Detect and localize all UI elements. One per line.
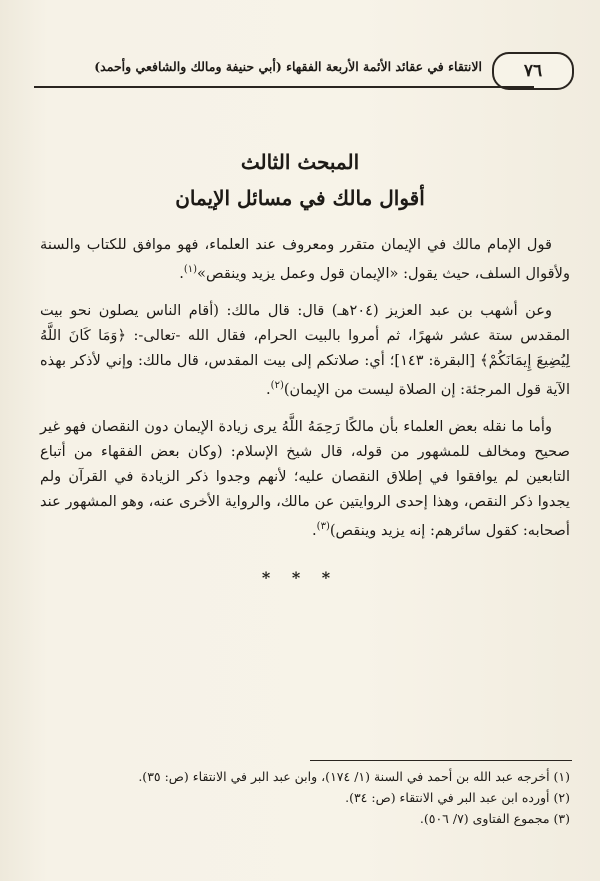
footnote: (٣) مجموع الفتاوى (٧/ ٥٠٦). — [419, 811, 570, 826]
paragraph-text: وأما ما نقله بعض العلماء بأن مالكًا رَحِمَهُ اللَّهُ يرى زيادة الإيمان دون النقصان فهو غير صحيح ومخالف للمشهور من قوله، قال شيخ الإسلام: (وكان بعض الفقهاء من أتباع التابعين لم يوافقوا في إطلاق النقصان عليه؛ لأنهم وجدوا ذكر الزيادة في القرآن ولم يجدوا ذكر النقص، وهذا إحدى الروايتين عن مالك، والرواية الأخرى عنه، وهو المشهور عند أصحابه: كقول سائرهم: إنه يزيد وينقص) — [40, 417, 570, 539]
footnote-ref: (١) — [183, 264, 198, 275]
paragraph-text: وعن أشهب بن عبد العزيز (٢٠٤هـ) قال: قال مالك: (أقام الناس يصلون نحو بيت المقدس ستة عشر شهرًا، ثم أمروا بالبيت الحرام، فقال الله -تعالى-: ﴿وَمَا كَانَ اللَّهُ لِيُضِيعَ إِيمَانَكُمْ﴾ [البقرة: ١٤٣]؛ أي: صلاتكم إلى بيت المقدس، قال مالك: وإني لأذكر بهذه الآية قول المرجئة: إن الصلاة ليست من الإيمان) — [40, 301, 571, 398]
section-label: المبحث الثالث — [240, 150, 360, 174]
paragraph: قول الإمام مالك في الإيمان متقرر ومعروف عند العلماء، فهو موافق للكتاب والسنة ولأقوال السلف، حيث يقول: «الإيمان قول وعمل يزيد وينقص»$^{(١)}$. — [40, 236, 570, 282]
footnote-ref: (٣) — [316, 520, 330, 532]
footnote: (١) أخرجه عبد الله بن أحمد في السنة (١/ ١٧٤)، وابن عبد البر في الانتقاء (ص: ٣٥). — [138, 769, 570, 784]
paragraph: وأما ما نقله بعض العلماء بأن مالكًا رَحِمَهُ اللَّهُ يرى زيادة الإيمان دون النقصان فهو غير صحيح ومخالف للمشهور من قوله، قال شيخ الإسلام: (وكان بعض الفقهاء من أتباع التابعين لم يوافقوا في إطلاق النقصان عليه؛ لأنهم وجدوا ذكر الزيادة في القرآن ولم يجدوا ذكر النقص، وهذا إحدى الروايتين عن مالك، والرواية الأخرى عنه، وهو المشهور عند أصحابه: كقول سائرهم: إنه يزيد وينقص)$^{(٣)}$. — [40, 417, 570, 539]
footnote-ref: (٢) — [270, 379, 284, 391]
footnotes — [40, 766, 570, 829]
footnote: (٢) أورده ابن عبد البر في الانتقاء (ص: ٣٤). — [345, 790, 570, 805]
header-rule — [34, 86, 534, 88]
section-title: أقوال مالك في مسائل الإيمان — [175, 186, 425, 210]
section-separator: * * * — [261, 568, 339, 587]
page-header — [34, 52, 574, 92]
page-number: ٧٦ — [492, 52, 574, 90]
body-text — [40, 232, 570, 555]
footnote-rule — [310, 760, 572, 761]
paragraph: وعن أشهب بن عبد العزيز (٢٠٤هـ) قال: قال مالك: (أقام الناس يصلون نحو بيت المقدس ستة عشر شهرًا، ثم أمروا بالبيت الحرام، فقال الله -تعالى-: ﴿وَمَا كَانَ اللَّهُ لِيُضِيعَ إِيمَانَكُمْ﴾ [البقرة: ١٤٣]؛ أي: صلاتكم إلى بيت المقدس، قال مالك: وإني لأذكر بهذه الآية قول المرجئة: إن الصلاة ليست من الإيمان)$^{(٢)}$. — [40, 301, 571, 398]
running-title: الانتقاء في عقائد الأئمة الأربعة الفقهاء (أبي حنيفة ومالك والشافعي وأحمد) — [94, 59, 482, 74]
paragraph-text: قول الإمام مالك في الإيمان متقرر ومعروف عند العلماء، فهو موافق للكتاب والسنة ولأقوال السلف، حيث يقول: «الإيمان قول وعمل يزيد وينقص» — [40, 236, 570, 282]
